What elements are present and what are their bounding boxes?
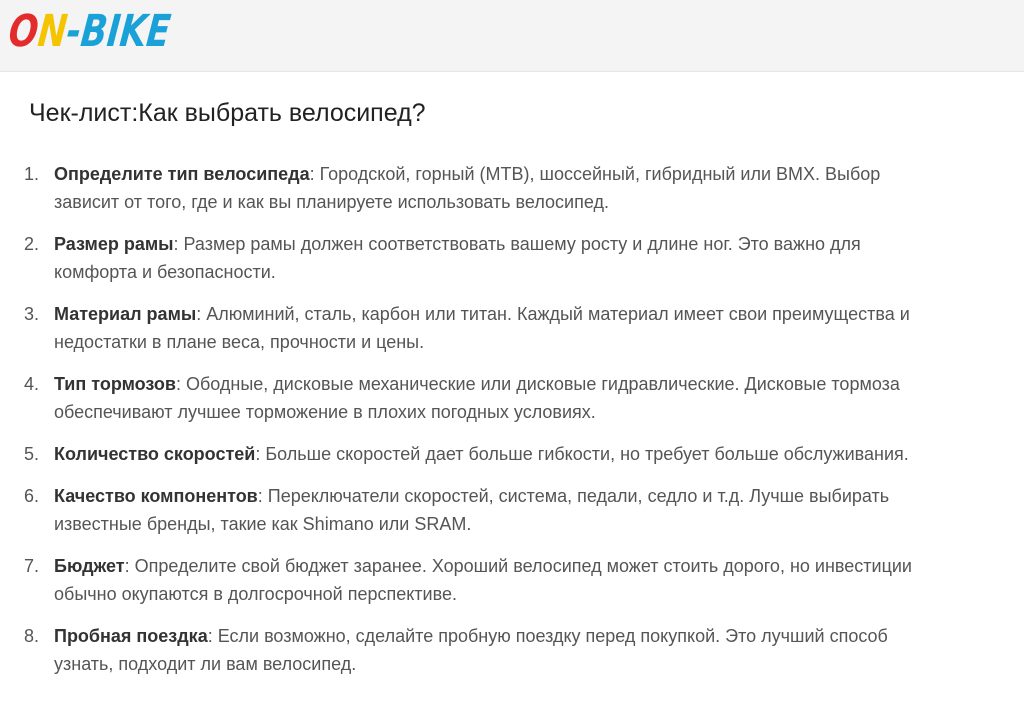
item-number: 4.	[24, 374, 40, 394]
checklist-item	[24, 370, 984, 426]
item-text	[54, 622, 944, 678]
item-description: : Ободные, дисковые механические или дисковые гидравлические. Дисковые тормоза обеспечивают лучшее торможение в плохих погодных условиях.	[54, 374, 900, 422]
item-description: : Переключатели скоростей, система, педали, седло и т.д. Лучше выбирать известные бренды, такие как Shimano или SRAM.	[54, 486, 890, 534]
checklist-item	[24, 552, 984, 608]
item-description: : Алюминий, сталь, карбон или титан. Каждый материал имеет свои преимущества и недостатки в плане веса, прочности и цены.	[54, 304, 910, 352]
logo-letter-n: N	[35, 6, 70, 57]
item-number: 2.	[24, 234, 40, 254]
checklist-item	[24, 440, 984, 468]
item-description: : Больше скоростей дает больше гибкости, но требует больше обслуживания.	[255, 444, 909, 464]
logo-bike-text: -BIKE	[64, 6, 173, 57]
item-text	[54, 300, 944, 356]
item-description: : Если возможно, сделайте пробную поездку перед покупкой. Это лучший способ узнать, подходит ли вам велосипед.	[54, 626, 888, 674]
page-title: Чек-лист:Как выбрать велосипед?	[29, 99, 426, 127]
item-text	[54, 482, 944, 538]
logo-letter-o: O	[6, 6, 41, 57]
site-header	[0, 0, 1024, 72]
item-description: : Городской, горный (MTB), шоссейный, гибридный или BMX. Выбор зависит от того, где и как вы планируете использовать велосипед.	[54, 164, 881, 212]
checklist-item	[24, 482, 984, 538]
item-term: Пробная поездка	[54, 626, 208, 646]
item-text	[54, 230, 944, 286]
item-term: Материал рамы	[54, 304, 197, 324]
item-description: : Определите свой бюджет заранее. Хороший велосипед может стоить дорого, но инвестиции обычно окупаются в долгосрочной перспективе.	[54, 556, 912, 604]
item-term: Размер рамы	[54, 234, 174, 254]
item-term: Тип тормозов	[54, 374, 176, 394]
item-term: Определите тип велосипеда	[54, 164, 310, 184]
item-text	[54, 160, 944, 216]
checklist-item	[24, 300, 984, 356]
item-term: Качество компонентов	[54, 486, 258, 506]
checklist-item	[24, 230, 984, 286]
item-text	[54, 440, 944, 468]
checklist-item	[24, 160, 984, 216]
item-number: 7.	[24, 556, 40, 576]
item-text	[54, 370, 944, 426]
item-description: : Размер рамы должен соответствовать вашему росту и длине ног. Это важно для комфорта и безопасности.	[54, 234, 861, 282]
on-bike-logo[interactable]	[6, 6, 173, 58]
item-number: 6.	[24, 486, 40, 506]
article-content	[0, 72, 1024, 720]
checklist	[24, 160, 984, 692]
item-number: 3.	[24, 304, 40, 324]
item-number: 1.	[24, 164, 40, 184]
item-number: 8.	[24, 626, 40, 646]
item-text	[54, 552, 944, 608]
item-number: 5.	[24, 444, 40, 464]
item-term: Бюджет	[54, 556, 125, 576]
checklist-item	[24, 622, 984, 678]
item-term: Количество скоростей	[54, 444, 256, 464]
